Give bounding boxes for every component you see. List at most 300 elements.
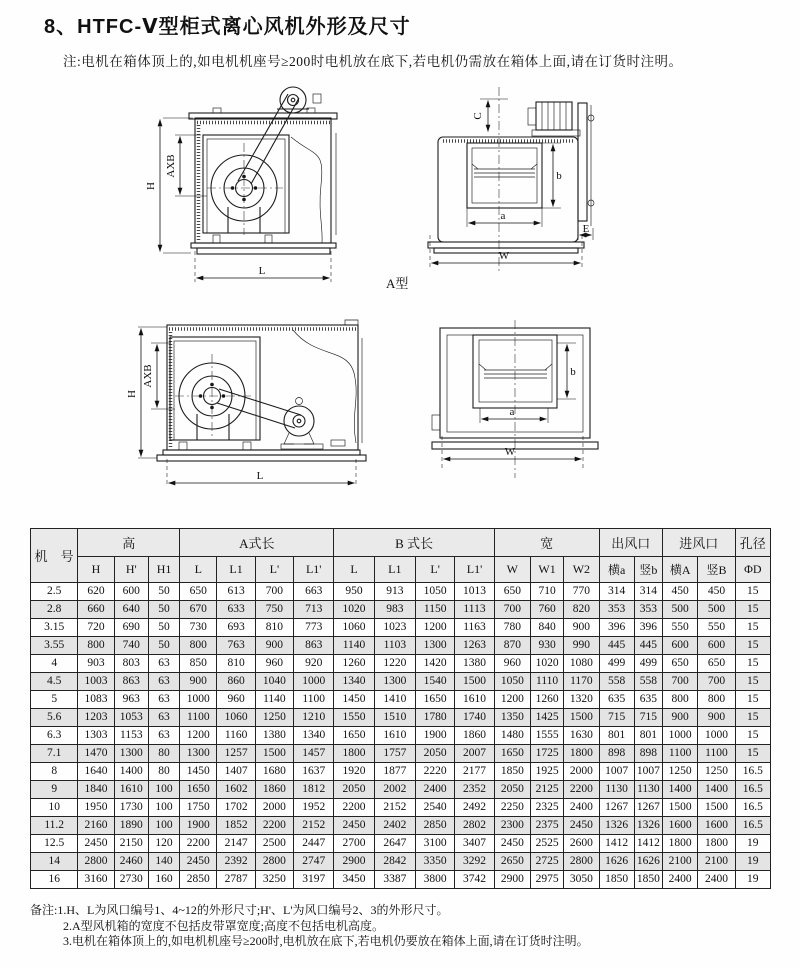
dimension-value-cell: 1400 bbox=[663, 781, 698, 799]
dimension-value-cell: 3160 bbox=[78, 871, 114, 889]
dimension-value-cell: 1003 bbox=[78, 673, 114, 691]
dimension-value-cell: 1263 bbox=[455, 637, 494, 655]
dimension-value-cell: 2730 bbox=[114, 871, 148, 889]
dimension-value-cell: 1730 bbox=[114, 799, 148, 817]
dimension-value-cell: 1080 bbox=[564, 655, 599, 673]
dimension-value-cell: 1540 bbox=[416, 673, 455, 691]
dimension-value-cell: 801 bbox=[634, 727, 662, 745]
dimension-value-cell: 3100 bbox=[416, 835, 455, 853]
footnote-line: 2.A型风机箱的宽度不包括皮带罩宽度;高度不包括电机高度。 bbox=[63, 918, 385, 933]
dimension-value-cell: 820 bbox=[564, 601, 599, 619]
dimension-value-cell: 600 bbox=[663, 637, 698, 655]
dimension-value-cell: 1000 bbox=[698, 727, 735, 745]
column-group-header: 高 bbox=[78, 529, 180, 557]
dimension-value-cell: 1602 bbox=[217, 781, 255, 799]
model-number-cell: 5 bbox=[31, 691, 78, 709]
dimension-value-cell: 900 bbox=[698, 709, 735, 727]
dimension-value-cell: 1326 bbox=[634, 817, 662, 835]
dimension-value-cell: 713 bbox=[294, 601, 334, 619]
dimension-value-cell: 2900 bbox=[334, 853, 374, 871]
dimension-value-cell: 3742 bbox=[455, 871, 494, 889]
dimension-value-cell: 100 bbox=[148, 799, 179, 817]
column-header: L bbox=[180, 557, 217, 583]
column-header: ΦD bbox=[735, 557, 770, 583]
dimension-value-cell: 1740 bbox=[455, 709, 494, 727]
dimension-value-cell: 80 bbox=[148, 745, 179, 763]
dimension-value-cell: 1203 bbox=[78, 709, 114, 727]
dimension-value-cell: 1420 bbox=[416, 655, 455, 673]
dimension-value-cell: 1000 bbox=[180, 691, 217, 709]
dimension-value-cell: 100 bbox=[148, 781, 179, 799]
dimension-value-cell: 120 bbox=[148, 835, 179, 853]
dimension-value-cell: 1630 bbox=[564, 727, 599, 745]
dimension-value-cell: 1480 bbox=[494, 727, 530, 745]
dimension-value-cell: 903 bbox=[78, 655, 114, 673]
dimension-value-cell: 2050 bbox=[416, 745, 455, 763]
model-number-cell: 2.5 bbox=[31, 583, 78, 601]
dimension-value-cell: 1750 bbox=[180, 799, 217, 817]
dimension-value-cell: 1555 bbox=[530, 727, 563, 745]
dimension-value-cell: 140 bbox=[148, 853, 179, 871]
table-row bbox=[31, 637, 771, 655]
dimension-value-cell: 63 bbox=[148, 673, 179, 691]
dim-label-AXB: AXB bbox=[165, 154, 177, 178]
dimension-value-cell: 1320 bbox=[564, 691, 599, 709]
dimension-value-cell: 600 bbox=[698, 637, 735, 655]
dimension-value-cell: 2300 bbox=[494, 817, 530, 835]
dimension-value-cell: 15 bbox=[735, 655, 770, 673]
column-header: W bbox=[494, 557, 530, 583]
model-number-cell: 2.8 bbox=[31, 601, 78, 619]
dimension-value-cell: 800 bbox=[698, 691, 735, 709]
top-note: 注:电机在箱体顶上的,如电机机座号≥200时电机放在底下,若电机仍需放在箱体上面,请在订货时注明。 bbox=[63, 54, 683, 69]
dimension-value-cell: 1812 bbox=[294, 781, 334, 799]
dimension-value-cell: 2352 bbox=[455, 781, 494, 799]
dim-label-H: H bbox=[126, 390, 138, 398]
dimension-value-cell: 1300 bbox=[374, 673, 415, 691]
dimension-value-cell: 1130 bbox=[599, 781, 634, 799]
dimension-value-cell: 740 bbox=[114, 637, 148, 655]
column-group-header: B 式长 bbox=[334, 529, 494, 557]
dimension-value-cell: 1450 bbox=[334, 691, 374, 709]
dimension-value-cell: 898 bbox=[634, 745, 662, 763]
dimension-value-cell: 160 bbox=[148, 871, 179, 889]
dimension-value-cell: 1850 bbox=[634, 871, 662, 889]
dimension-value-cell: 1450 bbox=[180, 763, 217, 781]
dim-label-W: W bbox=[498, 250, 510, 262]
dimension-value-cell: 635 bbox=[599, 691, 634, 709]
dimension-value-cell: 1380 bbox=[455, 655, 494, 673]
dimension-value-cell: 700 bbox=[663, 673, 698, 691]
dimension-value-cell: 700 bbox=[255, 583, 293, 601]
a-type-caption: A型 bbox=[386, 276, 409, 291]
dimension-value-cell: 1220 bbox=[374, 655, 415, 673]
dimension-value-cell: 1780 bbox=[416, 709, 455, 727]
dimension-value-cell: 2325 bbox=[530, 799, 563, 817]
dimension-value-cell: 1500 bbox=[663, 799, 698, 817]
belt-guard bbox=[578, 103, 594, 226]
dimension-value-cell: 1040 bbox=[255, 673, 293, 691]
table-row bbox=[31, 673, 771, 691]
dimension-value-cell: 1200 bbox=[494, 691, 530, 709]
dimension-value-cell: 1200 bbox=[416, 619, 455, 637]
dimension-value-cell: 1100 bbox=[294, 691, 334, 709]
dimension-value-cell: 763 bbox=[217, 637, 255, 655]
dimension-value-cell: 16.5 bbox=[735, 781, 770, 799]
dimension-value-cell: 445 bbox=[634, 637, 662, 655]
dimension-table bbox=[30, 528, 771, 889]
dimension-value-cell: 2152 bbox=[294, 817, 334, 835]
dimension-value-cell: 663 bbox=[294, 583, 334, 601]
dimension-value-cell: 1210 bbox=[294, 709, 334, 727]
dimension-value-cell: 1050 bbox=[494, 673, 530, 691]
drawing-b-type-front-view bbox=[105, 318, 415, 513]
dimension-value-cell: 19 bbox=[735, 871, 770, 889]
dimension-value-cell: 1550 bbox=[334, 709, 374, 727]
table-header bbox=[31, 529, 771, 583]
dimension-value-cell: 633 bbox=[217, 601, 255, 619]
dimension-value-cell: 2200 bbox=[564, 781, 599, 799]
dimension-value-cell: 1150 bbox=[416, 601, 455, 619]
dimension-value-cell: 1650 bbox=[494, 745, 530, 763]
table-subheader-row bbox=[31, 557, 771, 583]
column-group-header: 孔径 bbox=[735, 529, 770, 557]
dimension-value-cell: 353 bbox=[599, 601, 634, 619]
dimension-value-cell: 1852 bbox=[217, 817, 255, 835]
dimension-value-cell: 1020 bbox=[530, 655, 563, 673]
dimension-value-cell: 963 bbox=[114, 691, 148, 709]
dimension-value-cell: 15 bbox=[735, 583, 770, 601]
dimension-value-cell: 16.5 bbox=[735, 799, 770, 817]
dimension-value-cell: 2002 bbox=[374, 781, 415, 799]
table-body bbox=[31, 583, 771, 889]
dimension-value-cell: 2802 bbox=[455, 817, 494, 835]
dimension-value-cell: 750 bbox=[255, 601, 293, 619]
drawing-a-type-side-view bbox=[420, 85, 680, 300]
dimension-value-cell: 1800 bbox=[564, 745, 599, 763]
dimension-value-cell: 800 bbox=[78, 637, 114, 655]
drawing-a-type-front-view bbox=[125, 85, 415, 300]
dimension-value-cell: 3407 bbox=[455, 835, 494, 853]
dimension-value-cell: 2725 bbox=[530, 853, 563, 871]
dimension-value-cell: 1400 bbox=[114, 763, 148, 781]
column-header: L1 bbox=[217, 557, 255, 583]
dim-label-L: L bbox=[258, 265, 266, 277]
dimension-value-cell: 2200 bbox=[180, 835, 217, 853]
dimension-value-cell: 800 bbox=[663, 691, 698, 709]
dimension-value-cell: 870 bbox=[494, 637, 530, 655]
column-header: H1 bbox=[148, 557, 179, 583]
dimension-value-cell: 1850 bbox=[494, 763, 530, 781]
dimension-value-cell: 2540 bbox=[416, 799, 455, 817]
dimension-value-cell: 620 bbox=[78, 583, 114, 601]
dimension-value-cell: 15 bbox=[735, 673, 770, 691]
dimension-value-cell: 1340 bbox=[334, 673, 374, 691]
dimension-value-cell: 1300 bbox=[416, 637, 455, 655]
dimension-value-cell: 2152 bbox=[374, 799, 415, 817]
table-row bbox=[31, 763, 771, 781]
dimension-value-cell: 650 bbox=[494, 583, 530, 601]
dimension-value-cell: 2125 bbox=[530, 781, 563, 799]
column-group-header: 机 号 bbox=[31, 529, 78, 583]
dimension-value-cell: 499 bbox=[599, 655, 634, 673]
dimension-value-cell: 635 bbox=[634, 691, 662, 709]
dimension-value-cell: 640 bbox=[114, 601, 148, 619]
dimension-value-cell: 1200 bbox=[180, 727, 217, 745]
dimension-value-cell: 50 bbox=[148, 619, 179, 637]
column-header: H bbox=[78, 557, 114, 583]
column-header: L' bbox=[255, 557, 293, 583]
page-title: 8、HTFC-Ⅴ型柜式离心风机外形及尺寸 bbox=[44, 16, 411, 38]
dimension-value-cell: 1083 bbox=[78, 691, 114, 709]
dimension-value-cell: 1412 bbox=[634, 835, 662, 853]
dimension-value-cell: 2400 bbox=[416, 781, 455, 799]
dimension-value-cell: 15 bbox=[735, 601, 770, 619]
dimension-value-cell: 2000 bbox=[564, 763, 599, 781]
dimension-value-cell: 15 bbox=[735, 637, 770, 655]
dimension-value-cell: 1326 bbox=[599, 817, 634, 835]
motor-bottom bbox=[281, 398, 345, 450]
dimension-value-cell: 810 bbox=[217, 655, 255, 673]
dimension-value-cell: 983 bbox=[374, 601, 415, 619]
dimension-value-cell: 1650 bbox=[334, 727, 374, 745]
dimension-value-cell: 2450 bbox=[180, 853, 217, 871]
dimension-value-cell: 1113 bbox=[455, 601, 494, 619]
dimension-value-cell: 2450 bbox=[564, 817, 599, 835]
dimension-value-cell: 900 bbox=[180, 673, 217, 691]
table-row bbox=[31, 781, 771, 799]
dimension-value-cell: 2747 bbox=[294, 853, 334, 871]
fan-cabinet-outline bbox=[189, 94, 337, 254]
dimension-value-cell: 1100 bbox=[698, 745, 735, 763]
dimension-value-cell: 1250 bbox=[255, 709, 293, 727]
dimension-value-cell: 2100 bbox=[698, 853, 735, 871]
dimension-value-cell: 558 bbox=[634, 673, 662, 691]
dimension-value-cell: 600 bbox=[114, 583, 148, 601]
dimension-value-cell: 1725 bbox=[530, 745, 563, 763]
dimension-value-cell: 1267 bbox=[599, 799, 634, 817]
dimension-value-cell: 2800 bbox=[564, 853, 599, 871]
dimension-value-cell: 2177 bbox=[455, 763, 494, 781]
dimension-value-cell: 3450 bbox=[334, 871, 374, 889]
dimension-value-cell: 1100 bbox=[663, 745, 698, 763]
dimension-value-cell: 863 bbox=[114, 673, 148, 691]
dimension-value-cell: 850 bbox=[180, 655, 217, 673]
model-number-cell: 12.5 bbox=[31, 835, 78, 853]
dimension-value-cell: 499 bbox=[634, 655, 662, 673]
footnote-line: 3.电机在箱体顶上的,如电机机座号≥200时,电机放在底下,若电机仍要放在箱体上面,请在订货时注明。 bbox=[63, 934, 589, 948]
model-number-cell: 8 bbox=[31, 763, 78, 781]
dimension-value-cell: 3350 bbox=[416, 853, 455, 871]
dimension-value-cell: 2402 bbox=[374, 817, 415, 835]
column-header: L1' bbox=[455, 557, 494, 583]
dimension-value-cell: 396 bbox=[599, 619, 634, 637]
dimension-value-cell: 1800 bbox=[698, 835, 735, 853]
dimension-value-cell: 2000 bbox=[255, 799, 293, 817]
dimension-value-cell: 1007 bbox=[599, 763, 634, 781]
column-group-header: A式长 bbox=[180, 529, 334, 557]
dimension-value-cell: 760 bbox=[530, 601, 563, 619]
dimension-value-cell: 1500 bbox=[698, 799, 735, 817]
table-row bbox=[31, 691, 771, 709]
dimension-value-cell: 650 bbox=[663, 655, 698, 673]
table-row bbox=[31, 727, 771, 745]
dimension-value-cell: 3292 bbox=[455, 853, 494, 871]
dimension-value-cell: 2800 bbox=[255, 853, 293, 871]
dimension-value-cell: 500 bbox=[663, 601, 698, 619]
dimension-value-cell: 1110 bbox=[530, 673, 563, 691]
dimension-value-cell: 2400 bbox=[564, 799, 599, 817]
dimension-value-cell: 990 bbox=[564, 637, 599, 655]
model-number-cell: 14 bbox=[31, 853, 78, 871]
dimension-value-cell: 1500 bbox=[564, 709, 599, 727]
table-row bbox=[31, 853, 771, 871]
cabinet-side bbox=[428, 137, 584, 253]
dimension-value-cell: 693 bbox=[217, 619, 255, 637]
model-number-cell: 4.5 bbox=[31, 673, 78, 691]
table-row bbox=[31, 655, 771, 673]
dimension-value-cell: 1300 bbox=[180, 745, 217, 763]
dimension-value-cell: 2147 bbox=[217, 835, 255, 853]
dimension-value-cell: 2400 bbox=[663, 871, 698, 889]
dimension-value-cell: 1470 bbox=[78, 745, 114, 763]
dimension-value-cell: 2447 bbox=[294, 835, 334, 853]
dimension-value-cell: 50 bbox=[148, 637, 179, 655]
dimension-value-cell: 613 bbox=[217, 583, 255, 601]
dimension-value-cell: 801 bbox=[599, 727, 634, 745]
dimension-value-cell: 898 bbox=[599, 745, 634, 763]
dimension-value-cell: 3250 bbox=[255, 871, 293, 889]
table-row bbox=[31, 601, 771, 619]
dimension-value-cell: 314 bbox=[599, 583, 634, 601]
dimension-value-cell: 1610 bbox=[455, 691, 494, 709]
model-number-cell: 10 bbox=[31, 799, 78, 817]
dimension-value-cell: 1100 bbox=[180, 709, 217, 727]
motor-side bbox=[528, 102, 580, 136]
dimension-value-cell: 1050 bbox=[416, 583, 455, 601]
dimension-value-cell: 1267 bbox=[634, 799, 662, 817]
dim-label-a: a bbox=[500, 210, 506, 222]
dimension-value-cell: 50 bbox=[148, 601, 179, 619]
dimension-value-cell: 1925 bbox=[530, 763, 563, 781]
dimension-value-cell: 2050 bbox=[494, 781, 530, 799]
dimension-value-cell: 2525 bbox=[530, 835, 563, 853]
dimension-value-cell: 2450 bbox=[78, 835, 114, 853]
dimension-value-cell: 1920 bbox=[334, 763, 374, 781]
dimension-value-cell: 803 bbox=[114, 655, 148, 673]
dim-label-b: b bbox=[570, 366, 576, 378]
dimension-value-cell: 15 bbox=[735, 709, 770, 727]
column-group-header: 出风口 bbox=[599, 529, 663, 557]
dimension-value-cell: 2850 bbox=[416, 817, 455, 835]
dimension-value-cell: 1140 bbox=[255, 691, 293, 709]
dimension-value-cell: 3387 bbox=[374, 871, 415, 889]
dimension-value-cell: 450 bbox=[698, 583, 735, 601]
dimension-value-cell: 2787 bbox=[217, 871, 255, 889]
dimension-value-cell: 1650 bbox=[416, 691, 455, 709]
dimension-value-cell: 1626 bbox=[599, 853, 634, 871]
dimension-value-cell: 1952 bbox=[294, 799, 334, 817]
dim-label-a: a bbox=[509, 406, 515, 418]
table-group-row bbox=[31, 529, 771, 557]
dimension-value-cell: 2850 bbox=[180, 871, 217, 889]
dimension-value-cell: 700 bbox=[494, 601, 530, 619]
dimension-value-cell: 2160 bbox=[78, 817, 114, 835]
dimension-value-cell: 1900 bbox=[416, 727, 455, 745]
dimension-value-cell: 1757 bbox=[374, 745, 415, 763]
dimension-value-cell: 558 bbox=[599, 673, 634, 691]
dimension-value-cell: 710 bbox=[530, 583, 563, 601]
dimension-value-cell: 2007 bbox=[455, 745, 494, 763]
dimension-value-cell: 3800 bbox=[416, 871, 455, 889]
model-number-cell: 3.15 bbox=[31, 619, 78, 637]
dimension-value-cell: 1950 bbox=[78, 799, 114, 817]
dimension-value-cell: 1840 bbox=[78, 781, 114, 799]
dimension-value-cell: 660 bbox=[78, 601, 114, 619]
dimension-value-cell: 2800 bbox=[78, 853, 114, 871]
column-header: 横a bbox=[599, 557, 634, 583]
dimension-value-cell: 715 bbox=[634, 709, 662, 727]
dimension-value-cell: 1860 bbox=[455, 727, 494, 745]
dimension-value-cell: 1650 bbox=[180, 781, 217, 799]
dimension-value-cell: 950 bbox=[334, 583, 374, 601]
dimension-value-cell: 1380 bbox=[255, 727, 293, 745]
dimension-value-cell: 1340 bbox=[294, 727, 334, 745]
dimension-value-cell: 1140 bbox=[334, 637, 374, 655]
dimension-value-cell: 960 bbox=[255, 655, 293, 673]
dimension-value-cell: 445 bbox=[599, 637, 634, 655]
dimension-value-cell: 2900 bbox=[494, 871, 530, 889]
dimension-value-cell: 1260 bbox=[530, 691, 563, 709]
dimension-value-cell: 900 bbox=[663, 709, 698, 727]
dimension-value-cell: 1060 bbox=[217, 709, 255, 727]
dimension-value-cell: 650 bbox=[180, 583, 217, 601]
motor-top bbox=[277, 87, 321, 113]
model-number-cell: 11.2 bbox=[31, 817, 78, 835]
dimension-value-cell: 1702 bbox=[217, 799, 255, 817]
dimension-value-cell: 730 bbox=[180, 619, 217, 637]
dimension-value-cell: 1160 bbox=[217, 727, 255, 745]
dimension-value-cell: 15 bbox=[735, 619, 770, 637]
dimension-value-cell: 2460 bbox=[114, 853, 148, 871]
dimension-value-cell: 63 bbox=[148, 655, 179, 673]
dimension-value-cell: 1250 bbox=[663, 763, 698, 781]
dimension-value-cell: 1860 bbox=[255, 781, 293, 799]
dimension-value-cell: 2375 bbox=[530, 817, 563, 835]
dimension-value-cell: 1600 bbox=[698, 817, 735, 835]
dimension-value-cell: 63 bbox=[148, 727, 179, 745]
table-row bbox=[31, 709, 771, 727]
dimension-value-cell: 2220 bbox=[416, 763, 455, 781]
dimension-value-cell: 1020 bbox=[334, 601, 374, 619]
dimension-value-cell: 2392 bbox=[217, 853, 255, 871]
dimension-value-cell: 780 bbox=[494, 619, 530, 637]
dimension-value-cell: 1407 bbox=[217, 763, 255, 781]
dimension-value-cell: 1170 bbox=[564, 673, 599, 691]
table-row bbox=[31, 745, 771, 763]
model-number-cell: 4 bbox=[31, 655, 78, 673]
dimension-value-cell: 1410 bbox=[374, 691, 415, 709]
dimension-value-cell: 1890 bbox=[114, 817, 148, 835]
dim-label-H: H bbox=[145, 182, 157, 190]
dimension-value-cell: 16.5 bbox=[735, 817, 770, 835]
dimension-value-cell: 1300 bbox=[114, 745, 148, 763]
dimension-value-cell: 1060 bbox=[334, 619, 374, 637]
table-row bbox=[31, 799, 771, 817]
dim-label-C: C bbox=[472, 112, 484, 120]
dimension-value-cell: 15 bbox=[735, 727, 770, 745]
model-number-cell: 16 bbox=[31, 871, 78, 889]
